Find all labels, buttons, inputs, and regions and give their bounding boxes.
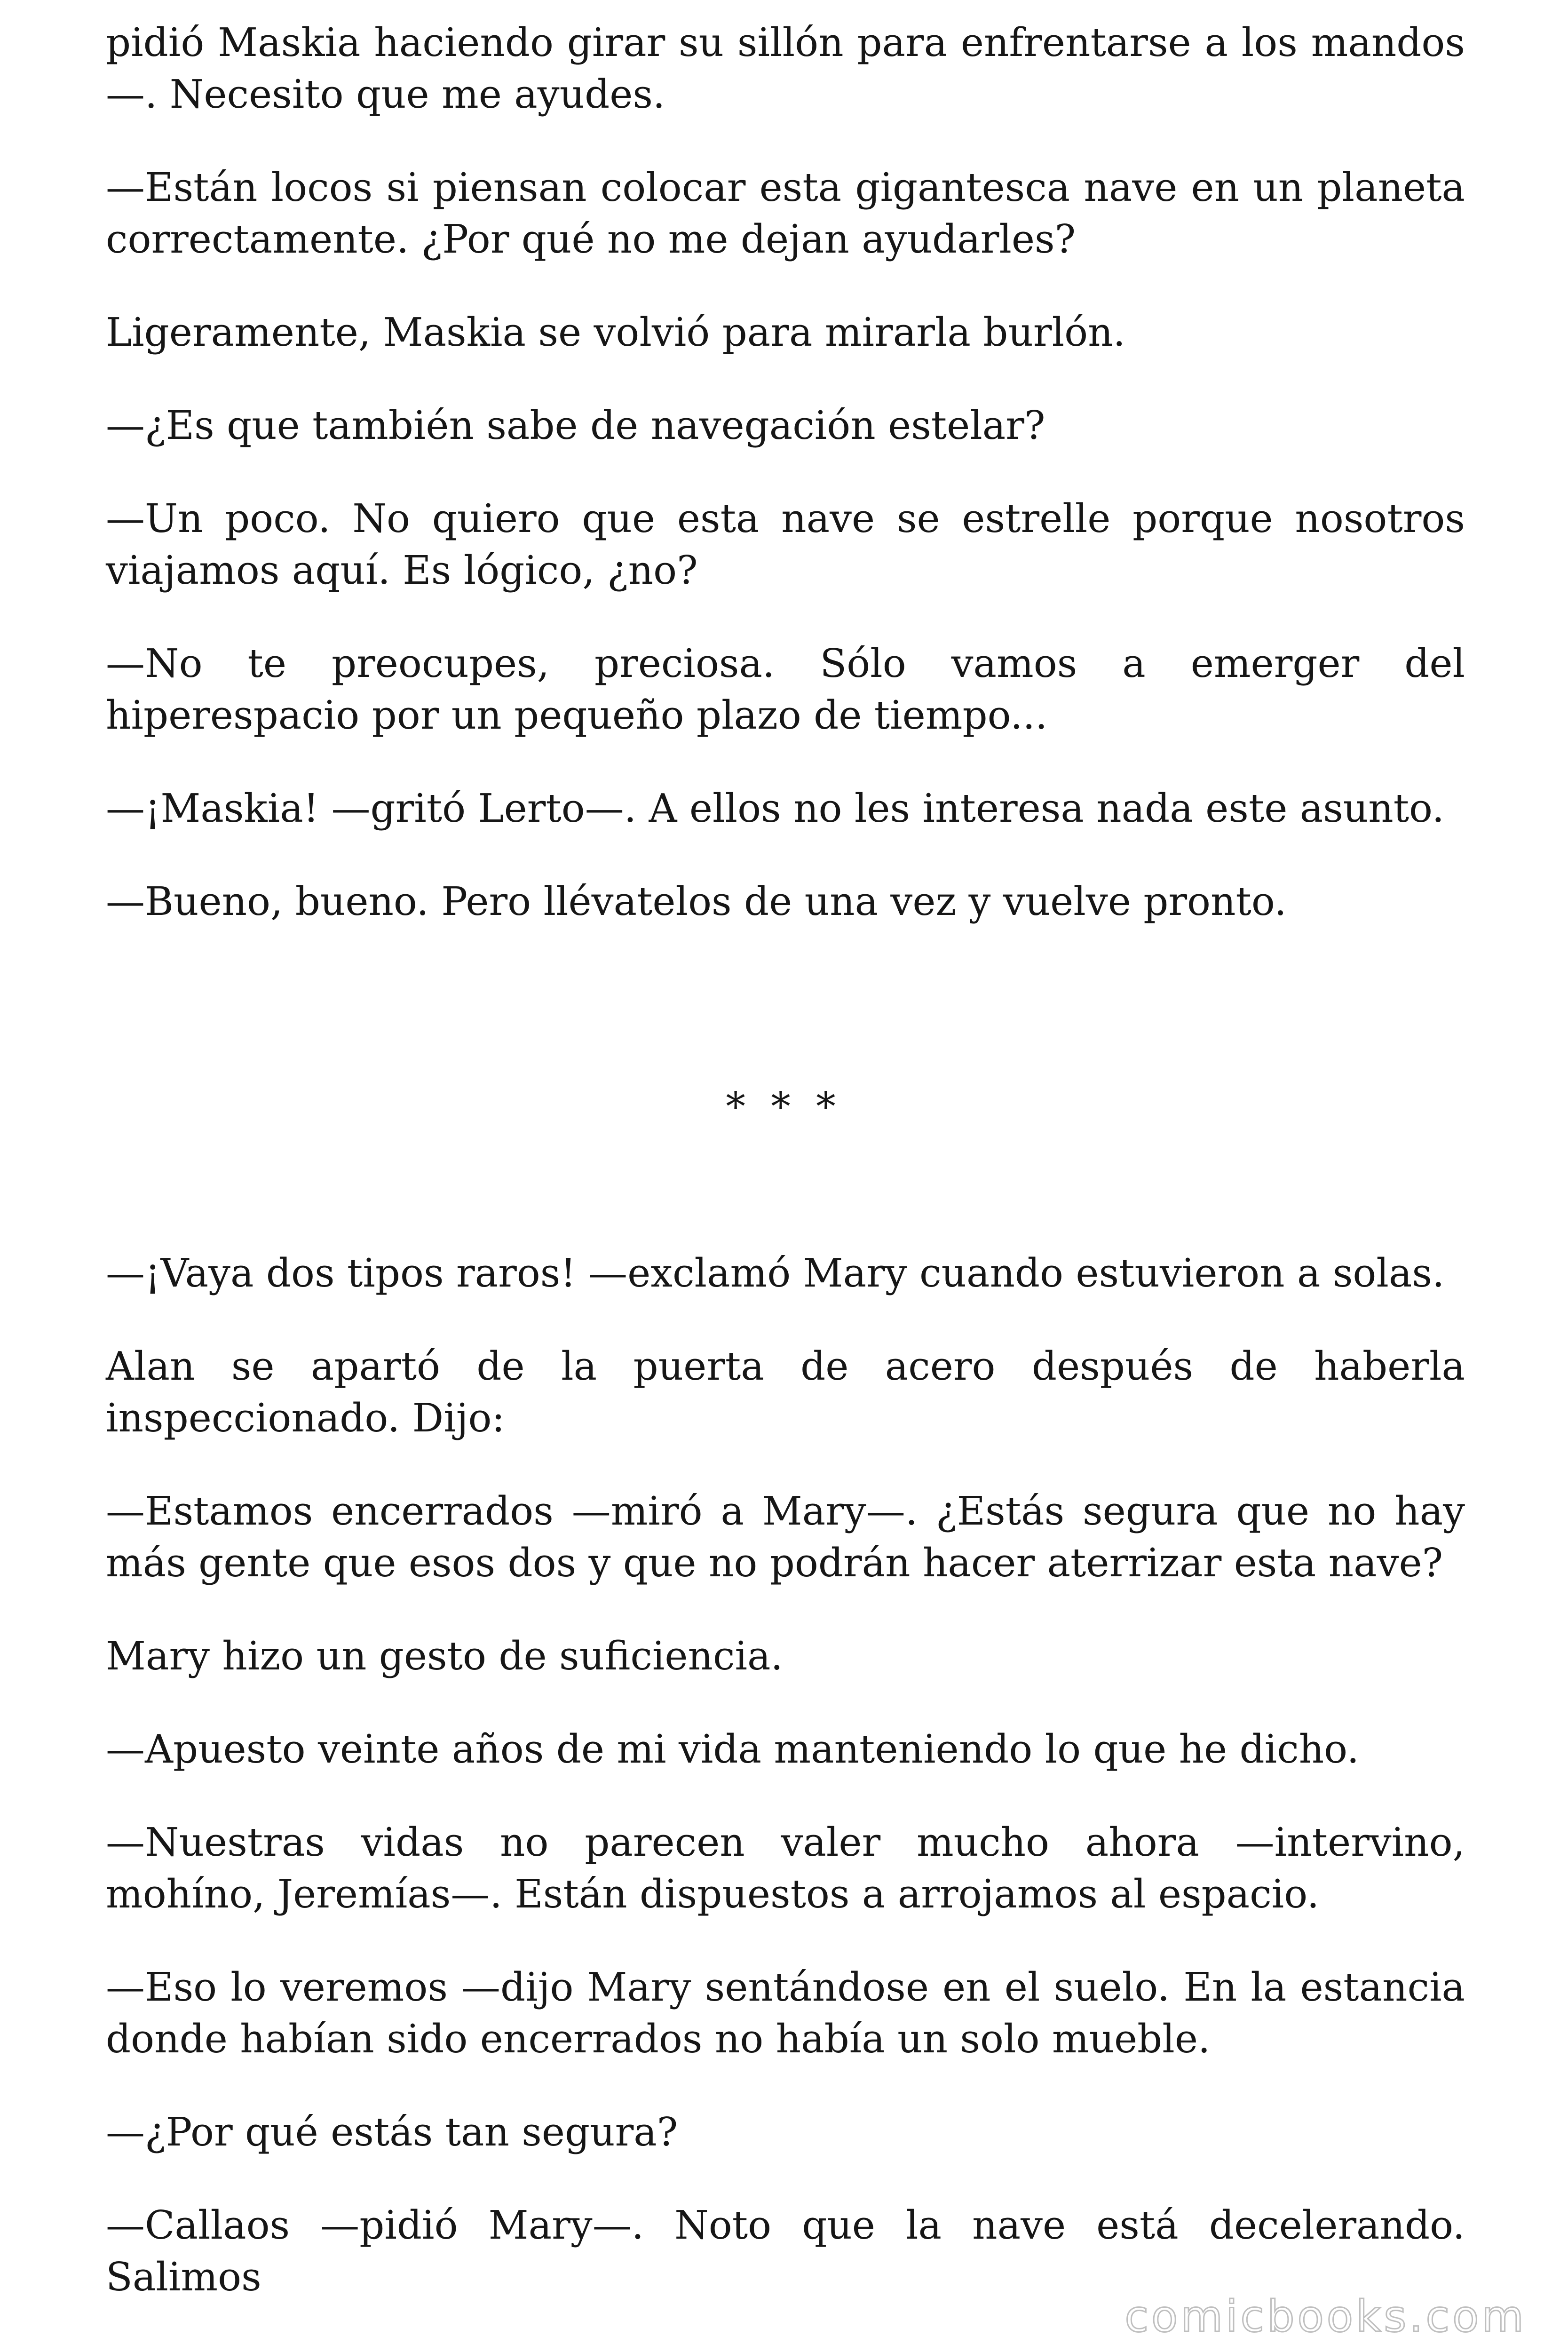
paragraph: pidió Maskia haciendo girar su sillón para enfrentarse a los mandos—. Necesito que me ayudes. [106, 20, 1465, 117]
paragraph: —Bueno, bueno. Pero llévatelos de una vez y vuelve pronto. [106, 879, 1287, 924]
paragraph: —Apuesto veinte años de mi vida manteniendo lo que he dicho. [106, 1726, 1360, 1772]
scene-separator: * * * [726, 1084, 842, 1129]
text-block-top [106, 17, 1465, 969]
paragraph: Ligeramente, Maskia se volvió para mirarla burlón. [106, 310, 1125, 355]
paragraph: —¡Maskia! —gritó Lerto—. A ellos no les interesa nada este asunto. [106, 786, 1444, 831]
paragraph: —Eso lo veremos —dijo Mary sentándose en el suelo. En la estancia donde habían sido encerrados no había un solo mueble. [106, 1964, 1465, 2062]
text-block-bottom [106, 1248, 1465, 2344]
paragraph: —¿Por qué estás tan segura? [106, 2109, 678, 2155]
paragraph: —¡Vaya dos tipos raros! —exclamó Mary cuando estuvieron a solas. [106, 1250, 1445, 1296]
paragraph: —Un poco. No quiero que esta nave se estrelle porque nosotros viajamos aquí. Es lógico, ¿no? [106, 496, 1465, 593]
paragraph: —¿Es que también sabe de navegación estelar? [106, 403, 1045, 448]
paragraph: —Estamos encerrados —miró a Mary—. ¿Estás segura que no hay más gente que esos dos y que no podrán hacer aterrizar esta nave? [106, 1488, 1465, 1586]
paragraph: —No te preocupes, preciosa. Sólo vamos a emerger del hiperespacio por un pequeño plazo de tiempo... [106, 641, 1465, 738]
paragraph: —Callaos —pidió Mary—. Noto que la nave está decelerando. Salimos [106, 2202, 1465, 2300]
watermark: comicbooks.com [1125, 2291, 1527, 2342]
paragraph: —Nuestras vidas no parecen valer mucho ahora —intervino, mohíno, Jeremías—. Están dispuestos a arrojamos al espacio. [106, 1820, 1465, 1917]
paragraph: Alan se apartó de la puerta de acero después de haberla inspeccionado. Dijo: [106, 1343, 1465, 1441]
paragraph: —Están locos si piensan colocar esta gigantesca nave en un planeta correctamente. ¿Por qué no me dejan ayudarles? [106, 165, 1465, 262]
paragraph: Mary hizo un gesto de suficiencia. [106, 1633, 783, 1679]
